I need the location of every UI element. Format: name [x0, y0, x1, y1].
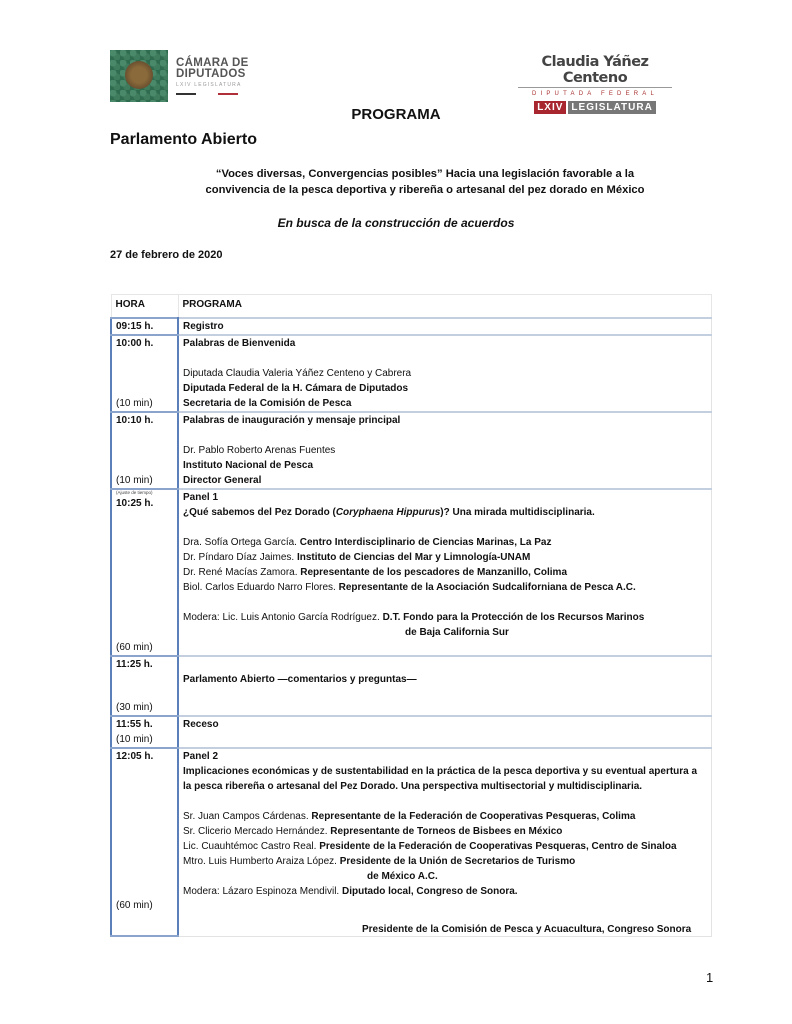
- table-row: [111, 716, 712, 748]
- event-date: 27 de febrero de 2020: [110, 249, 223, 261]
- panelist-affiliation-cont: de México A.C.: [367, 871, 438, 882]
- moderator-role-cont: de Baja California Sur: [405, 627, 509, 638]
- row-duration: (60 min): [116, 642, 153, 653]
- row-time: 10:25 h.: [116, 498, 154, 509]
- logo-text-legislature: LXIV LEGISLATURA: [176, 81, 242, 88]
- deputy-role: DIPUTADA FEDERAL: [531, 91, 659, 97]
- table-row: [111, 335, 712, 412]
- row-duration: (60 min): [116, 900, 153, 911]
- national-seal-icon: [110, 50, 168, 102]
- row-title: Palabras de Bienvenida: [183, 338, 296, 349]
- speaker-name: Diputada Claudia Valeria Yáñez Centeno y Cabrera: [183, 368, 412, 379]
- event-subtitle: “Voces diversas, Convergencias posibles” Hacia una legislación favorable a la convivencia de la pesca deportiva y ribereña o artesanal del pez dorado en México: [205, 168, 645, 196]
- panelist: Sr. Juan Campos Cárdenas. Representante de la Federación de Cooperativas Pesqueras, Colima: [183, 811, 636, 822]
- speaker-name: Dr. Pablo Roberto Arenas Fuentes: [183, 445, 336, 456]
- row-title: Palabras de inauguración y mensaje principal: [183, 415, 401, 426]
- table-row: [111, 748, 712, 936]
- species-name: Coryphaena Hippurus: [335, 507, 441, 518]
- panel-question: ¿Qué sabemos del Pez Dorado (Coryphaena Hippurus)? Una mirada multidisciplinaria.: [183, 507, 595, 518]
- panelist: Dra. Sofía Ortega García. Centro Interdisciplinario de Ciencias Marinas, La Paz: [183, 537, 552, 548]
- page-number: 1: [706, 970, 714, 985]
- speaker-role: Secretaria de la Comisión de Pesca: [183, 398, 352, 409]
- program-table: [110, 294, 712, 937]
- row-time: 10:10 h.: [116, 415, 154, 426]
- table-row: [111, 656, 712, 716]
- row-title: Panel 2: [183, 751, 219, 762]
- panelist: Dr. Píndaro Díaz Jaimes. Instituto de Ciencias del Mar y Limnología-UNAM: [183, 552, 531, 563]
- time-adjust-note: (Ajuste de tiempo): [116, 490, 153, 495]
- panelist: Lic. Cuauhtémoc Castro Real. Presidente de la Federación de Cooperativas Pesqueras, Centro de Sinaloa: [183, 841, 677, 852]
- row-time: 11:55 h.: [116, 719, 153, 730]
- event-name: Parlamento Abierto: [110, 131, 257, 148]
- flag-bars: [176, 93, 238, 95]
- moderator-role-cont: Presidente de la Comisión de Pesca y Acuacultura, Congreso Sonora: [362, 924, 692, 935]
- table-row: [111, 489, 712, 656]
- row-title: Panel 1: [183, 492, 219, 503]
- table-header-row: [111, 295, 712, 319]
- row-time: 11:25 h.: [116, 659, 153, 670]
- row-title: Parlamento Abierto —comentarios y preguntas—: [183, 674, 417, 685]
- table-row: [111, 412, 712, 489]
- header-programa: PROGRAMA: [178, 295, 712, 319]
- panelist: Biol. Carlos Eduardo Narro Flores. Representante de la Asociación Sudcaliforniana de Pesca A.C.: [183, 582, 636, 593]
- deputy-name: Claudia Yáñez Centeno: [518, 54, 672, 88]
- table-row: [111, 318, 712, 335]
- camara-de-diputados-logo: [110, 50, 249, 102]
- header-hora: HORA: [111, 295, 178, 319]
- row-duration: (10 min): [116, 398, 153, 409]
- row-duration: (10 min): [116, 734, 153, 745]
- row-time: 09:15 h.: [116, 321, 154, 332]
- panelist: Mtro. Luis Humberto Araiza López. Presidente de la Unión de Secretarios de Turismo: [183, 856, 576, 867]
- speaker-role: Diputada Federal de la H. Cámara de Diputados: [183, 383, 409, 394]
- row-title: Receso: [183, 719, 219, 730]
- legislature-word: LEGISLATURA: [568, 101, 655, 114]
- speaker-role: Director General: [183, 475, 262, 486]
- speaker-role: Instituto Nacional de Pesca: [183, 460, 314, 471]
- row-time: 12:05 h.: [116, 751, 154, 762]
- row-duration: (30 min): [116, 702, 153, 713]
- document-title: PROGRAMA: [351, 106, 441, 123]
- panel-description: Implicaciones económicas y de sustentabilidad en la práctica de la pesca deportiva y su eventual apertura a la pesca ribereña o artesanal del Pez Dorado. Una perspectiva multisectorial y multidisciplinaria.: [183, 766, 698, 792]
- event-motto: En busca de la construcción de acuerdos: [277, 216, 515, 230]
- row-title: Registro: [183, 321, 224, 332]
- row-duration: (10 min): [116, 475, 153, 486]
- row-time: 10:00 h.: [116, 338, 154, 349]
- moderator: Modera: Lic. Luis Antonio García Rodríguez. D.T. Fondo para la Protección de los Recursos Marinos: [183, 612, 645, 623]
- moderator: Modera: Lázaro Espinoza Mendivil. Diputado local, Congreso de Sonora.: [183, 886, 518, 897]
- panelist: Dr. René Macías Zamora. Representante de los pescadores de Manzanillo, Colima: [183, 567, 568, 578]
- logo-text-line2: DIPUTADOS: [176, 68, 246, 80]
- logo-text-line1: CÁMARA DE: [176, 56, 249, 69]
- legislature-number: LXIV: [534, 101, 566, 114]
- panelist: Sr. Clicerio Mercado Hernández. Representante de Torneos de Bisbees en México: [183, 826, 563, 837]
